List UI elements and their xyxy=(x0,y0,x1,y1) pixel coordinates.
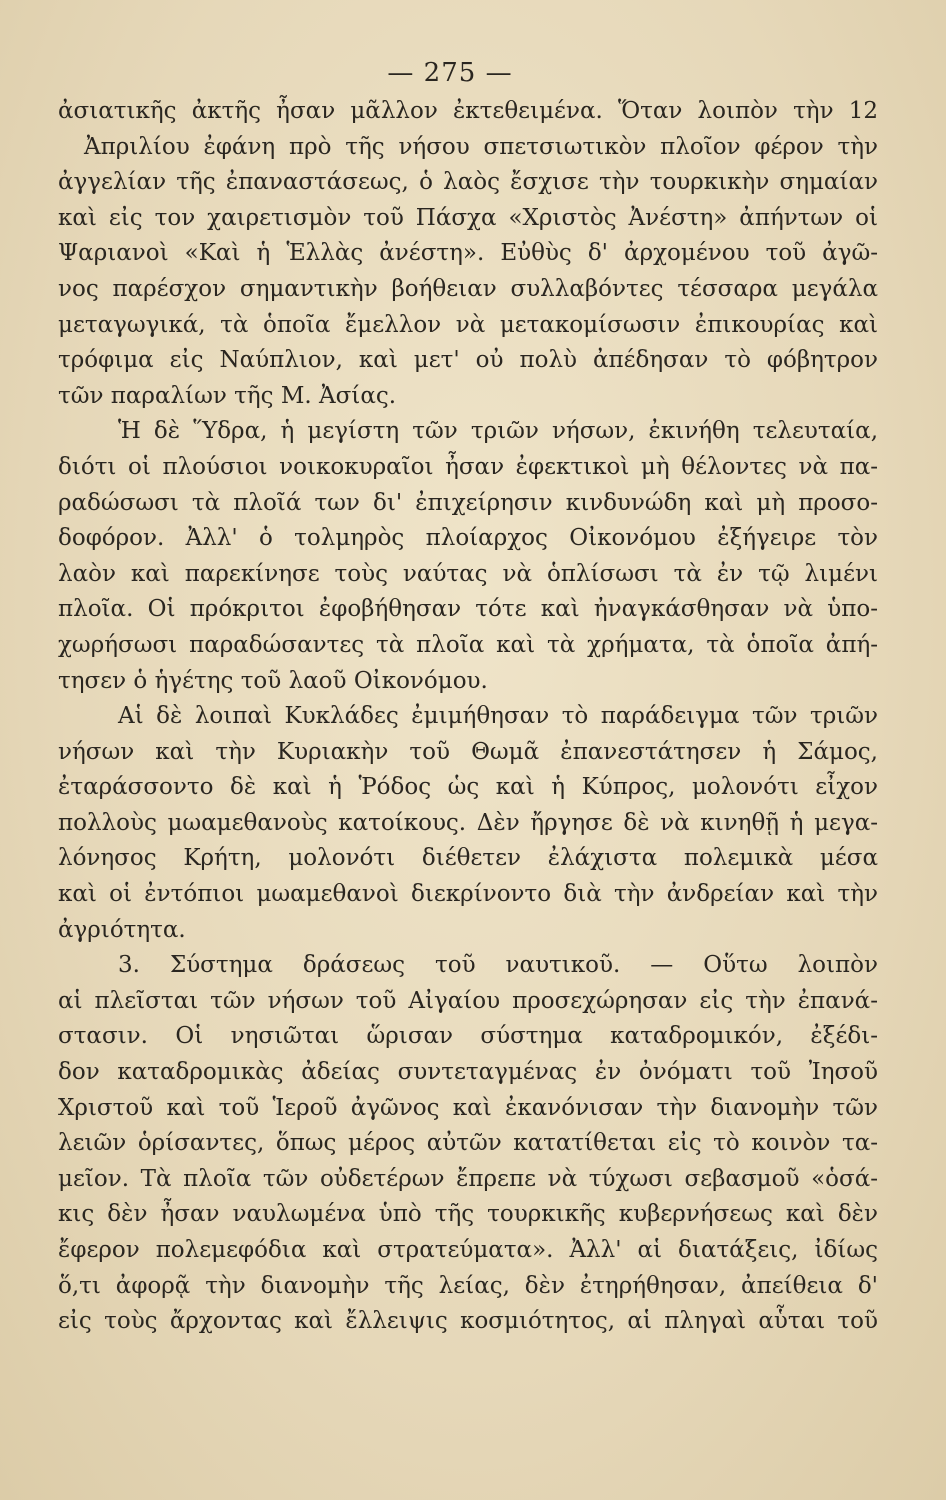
text-line: τησεν ὁ ἡγέτης τοῦ λαοῦ Οἰκονόμου. xyxy=(58,667,488,694)
text-line: λόνησος Κρήτη, μολονότι διέθετεν ἐλάχιστα πολεμικὰ μέσα xyxy=(58,845,878,872)
text-line: ἀγριότητα. xyxy=(58,916,186,943)
text-line: κις δὲν ἦσαν ναυλωμένα ὑπὸ τῆς τουρκικῆς κυβερνήσεως καὶ δὲν xyxy=(58,1201,878,1228)
text-line: ἐταράσσοντο δὲ καὶ ἡ Ῥόδος ὡς καὶ ἡ Κύπρος, μολονότι εἶχον xyxy=(58,774,878,801)
text-line: τῶν παραλίων τῆς Μ. Ἀσίας. xyxy=(58,382,397,409)
text-line: ἀγγελίαν τῆς ἐπαναστάσεως, ὁ λαὸς ἔσχισε τὴν τουρκικὴν σημαίαν xyxy=(58,169,878,196)
text-line: διότι οἱ πλούσιοι νοικοκυραῖοι ἦσαν ἐφεκτικοὶ μὴ θέλοντες νὰ πα- xyxy=(58,453,878,480)
text-line: ἔφερον πολεμεφόδια καὶ στρατεύματα». Ἀλλ' αἱ διατάξεις, ἰδίως xyxy=(58,1237,878,1263)
paragraph-start-line: Ἡ δὲ Ὕδρα, ἡ μεγίστη τῶν τριῶν νήσων, ἐκινήθη τελευταία, xyxy=(118,418,878,445)
text-line: αἱ πλεῖσται τῶν νήσων τοῦ Αἰγαίου προσεχώρησαν εἰς τὴν ἐπανά- xyxy=(58,987,878,1014)
text-line: λειῶν ὁρίσαντες, ὅπως μέρος αὐτῶν κατατίθεται εἰς τὸ κοινὸν τα- xyxy=(58,1130,878,1157)
text-line: νος παρέσχον σημαντικὴν βοήθειαν συλλαβόντες τέσσαρα μεγάλα xyxy=(58,275,878,302)
paragraph-start-line: Αἱ δὲ λοιπαὶ Κυκλάδες ἐμιμήθησαν τὸ παράδειγμα τῶν τριῶν xyxy=(118,703,878,730)
text-line: εἰς τοὺς ἄρχοντας καὶ ἔλλειψις κοσμιότητος, αἱ πληγαὶ αὗται τοῦ xyxy=(58,1308,878,1335)
text-line: δον καταδρομικὰς ἀδείας συντεταγμένας ἐν ὀνόματι τοῦ Ἰησοῦ xyxy=(58,1059,878,1086)
text-line: λαὸν καὶ παρεκίνησε τοὺς ναύτας νὰ ὁπλίσωσι τὰ ἐν τῷ λιμένι xyxy=(58,560,878,587)
text-line: τρόφιμα εἰς Ναύπλιον, καὶ μετ' οὐ πολὺ ἀπέδησαν τὸ φόβητρον xyxy=(58,347,878,374)
text-line: ραδώσωσι τὰ πλοῖά των δι' ἐπιχείρησιν κινδυνώδη καὶ μὴ προσο- xyxy=(58,489,878,516)
text-line: Ψαριανοὶ «Καὶ ἡ Ἑλλὰς ἀνέστη». Εὐθὺς δ' ἀρχομένου τοῦ ἀγῶ- xyxy=(58,240,878,267)
text-line: χωρήσωσι παραδώσαντες τὰ πλοῖα καὶ τὰ χρήματα, τὰ ὁποῖα ἀπή- xyxy=(58,631,878,658)
text-line: καὶ οἱ ἐντόπιοι μωαμεθανοὶ διεκρίνοντο διὰ τὴν ἀνδρείαν καὶ τὴν xyxy=(58,881,878,908)
text-line: Χριστοῦ καὶ τοῦ Ἱεροῦ ἀγῶνος καὶ ἐκανόνισαν τὴν διανομὴν τῶν xyxy=(58,1094,878,1121)
text-line: Ἀπριλίου ἐφάνη πρὸ τῆς νήσου σπετσιωτικὸν πλοῖον φέρον τὴν xyxy=(84,133,878,160)
text-line: πλοῖα. Οἱ πρόκριτοι ἐφοβήθησαν τότε καὶ ἠναγκάσθησαν νὰ ὑπο- xyxy=(58,596,878,623)
text-line: ὅ,τι ἀφορᾷ τὴν διανομὴν τῆς λείας, δὲν ἐτηρήθησαν, ἀπείθεια δ' xyxy=(58,1272,878,1299)
body-text xyxy=(58,94,878,1340)
text-line: στασιν. Οἱ νησιῶται ὥρισαν σύστημα καταδρομικόν, ἐξέδι- xyxy=(58,1023,878,1050)
text-line: μεῖον. Τὰ πλοῖα τῶν οὐδετέρων ἔπρεπε νὰ τύχωσι σεβασμοῦ «ὁσά- xyxy=(58,1165,878,1192)
section-heading-line: 3. Σύστημα δράσεως τοῦ ναυτικοῦ. — Οὕτω λοιπὸν xyxy=(118,952,878,979)
page-number: — 275 — xyxy=(387,58,513,88)
text-line: καὶ εἰς τον χαιρετισμὸν τοῦ Πάσχα «Χριστὸς Ἀνέστη» ἀπήντων οἱ xyxy=(58,204,878,231)
text-line: νήσων καὶ τὴν Κυριακὴν τοῦ Θωμᾶ ἐπανεστάτησεν ἡ Σάμος, xyxy=(58,738,878,765)
text-line: πολλοὺς μωαμεθανοὺς κατοίκους. Δὲν ἤργησε δὲ νὰ κινηθῇ ἡ μεγα- xyxy=(58,809,878,836)
text-line: μεταγωγικά, τὰ ὁποῖα ἔμελλον νὰ μετακομίσωσιν ἐπικουρίας καὶ xyxy=(58,311,878,338)
text-line: ἀσιατικῆς ἀκτῆς ἦσαν μᾶλλον ἐκτεθειμένα. Ὅταν λοιπὸν τὴν 12 xyxy=(58,98,878,124)
text-line: δοφόρον. Ἀλλ' ὁ τολμηρὸς πλοίαρχος Οἰκονόμου ἐξήγειρε τὸν xyxy=(58,525,878,552)
